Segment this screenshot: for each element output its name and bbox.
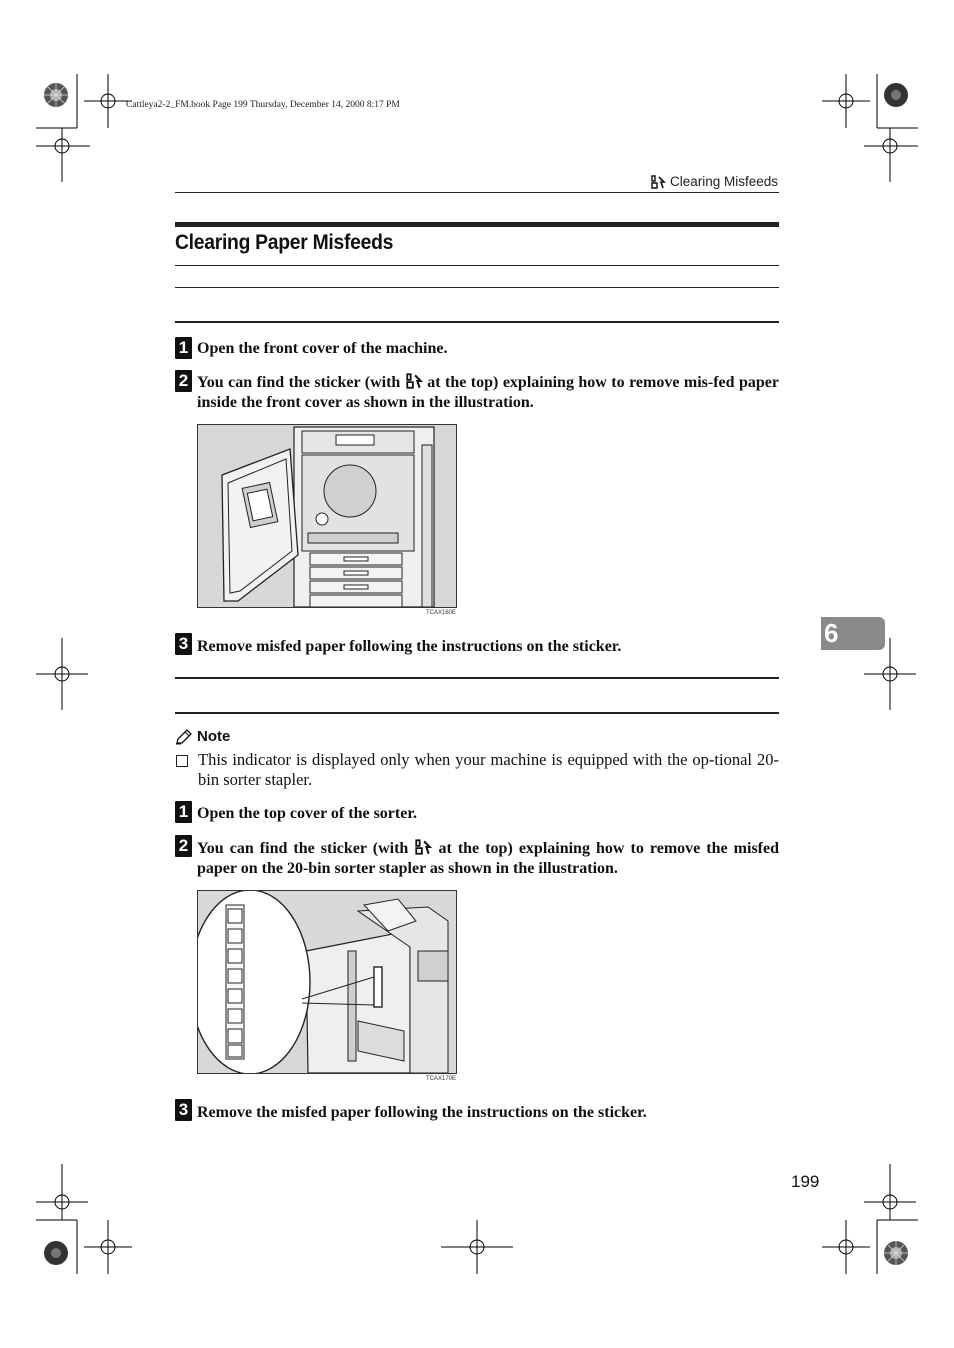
misfeed-icon: [650, 175, 666, 189]
section-rule-3: [175, 677, 779, 679]
page-title: Clearing Paper Misfeeds: [175, 231, 394, 254]
step-number: 2: [175, 835, 192, 857]
step-number: 1: [175, 801, 192, 823]
section-rule-1: [175, 287, 779, 288]
front-cover-illustration: [197, 424, 457, 608]
pencil-icon: [175, 729, 193, 745]
step-3: [175, 633, 779, 657]
illustration-code: TCAX160E: [426, 610, 457, 616]
step-number: 3: [175, 633, 192, 655]
step-text: You can find the sticker (with at the top) explaining how to remove the misfed paper on the 20-bin sorter stapler as shown in the illustration.: [197, 840, 780, 877]
running-head-text: Clearing Misfeeds: [669, 174, 778, 189]
note-item: [175, 750, 779, 790]
chapter-tab: 6: [821, 617, 885, 650]
misfeed-icon: [414, 839, 432, 855]
note-label: Note: [197, 728, 231, 745]
step-3b: [175, 1099, 779, 1123]
step-number: 2: [175, 370, 192, 392]
misfeed-icon: [405, 373, 423, 389]
title-bottom-rule: [175, 265, 779, 266]
step-1: [175, 337, 779, 359]
sorter-illustration: [197, 890, 457, 1074]
step-text: Open the top cover of the sorter.: [197, 805, 417, 822]
title-top-rule: [175, 222, 779, 227]
step-2b: [175, 835, 779, 879]
page-number: 199: [791, 1172, 820, 1191]
header-rule: [175, 192, 779, 193]
step-1b: [175, 801, 779, 824]
checkbox-bullet-icon: [176, 755, 188, 767]
running-head: [650, 174, 778, 189]
note-text: This indicator is displayed only when your machine is equipped with the op-tional 20-bin sorter stapler.: [198, 750, 779, 789]
step-number: 3: [175, 1099, 192, 1121]
print-line: Cattleya2-2_FM.book Page 199 Thursday, December 14, 2000 8:17 PM: [126, 100, 400, 110]
step-text: Remove the misfed paper following the instructions on the sticker.: [197, 1104, 647, 1121]
step-text: You can find the sticker (with at the top) explaining how to remove mis-fed paper inside the front cover as shown in the illustration.: [197, 374, 780, 411]
step-text: Remove misfed paper following the instructions on the sticker.: [197, 638, 622, 655]
section-rule-4: [175, 712, 779, 714]
step-text: Open the front cover of the machine.: [197, 340, 448, 357]
copier-front-cover-drawing: [198, 425, 456, 607]
sorter-stapler-drawing: [198, 891, 456, 1073]
step-2: [175, 370, 779, 413]
section-rule-2: [175, 321, 779, 323]
note-heading: [175, 728, 230, 745]
step-number: 1: [175, 337, 192, 359]
illustration-code: TCAX170E: [426, 1076, 457, 1082]
